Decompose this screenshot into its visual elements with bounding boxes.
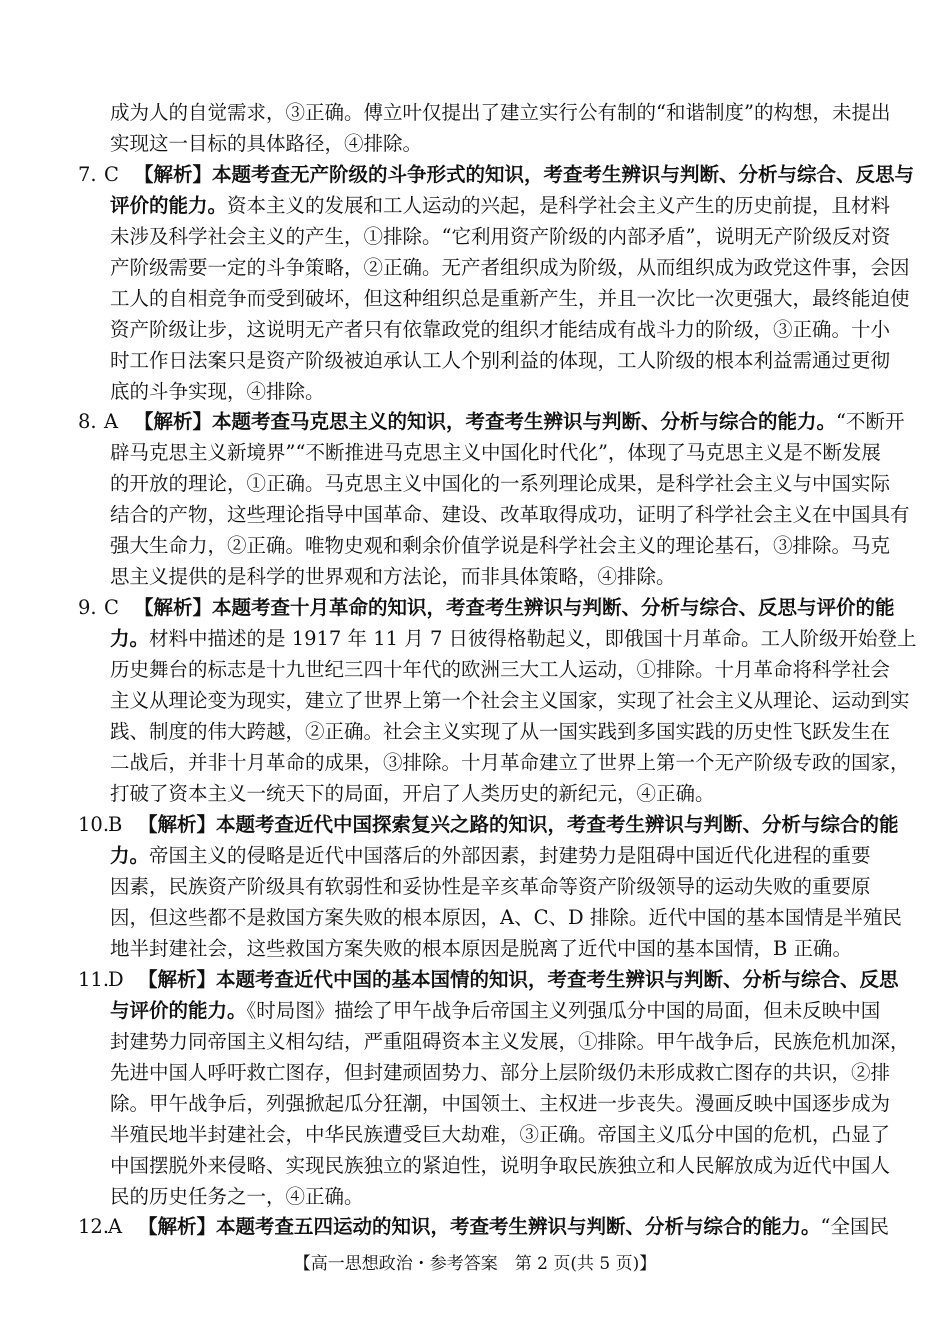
text-line: 工人的自相竞争而受到破坏，但这种组织总是重新产生，并且一次比一次更强大，最终能迫使 <box>110 287 910 310</box>
analysis-label: 【解析】 <box>138 1215 217 1238</box>
text-line: 实现这一目标的具体路径，④排除。 <box>110 132 423 155</box>
text-line: 半殖民地半封建社会，中华民族遭受巨大劫难，③正确。帝国主义瓜分中国的危机，凸显了 <box>110 1123 891 1146</box>
text-line: 践、制度的伟大跨越，②正确。社会主义实现了从一国实践到多国实践的历史性飞跃发生在 <box>110 720 891 743</box>
text-line: 结合的产物，这些理论指导中国革命、建设、改革取得成功，证明了科学社会主义在中国具有 <box>110 503 910 526</box>
text-line: 因，但这些都不是救国方案失败的根本原因，A、C、D 排除。近代中国的基本国情是半殖民 <box>110 906 902 929</box>
text-line: 帝国主义的侵略是近代中国落后的外部因素，封建势力是阻碍中国近代化进程的重要 <box>149 844 871 867</box>
analysis-label: 【解析】 <box>134 163 213 186</box>
text-line: 历史舞台的标志是十九世纪三四十年代的欧洲三大工人运动，①排除。十月革命将科学社会 <box>110 658 891 681</box>
item-answer: A <box>104 410 119 433</box>
text-fragment: “不断开 <box>836 410 905 433</box>
analysis-summary: 本题考查近代中国探索复兴之路的知识，考查考生辨识与判断、分析与综合的能 <box>216 813 899 836</box>
text-line: 强大生命力，②正确。唯物史观和剩余价值学说是科学社会主义的理论基石，③排除。马克 <box>110 534 891 557</box>
analysis-summary-end: 力。 <box>110 844 150 867</box>
item-answer: D <box>108 968 124 991</box>
item-answer: B <box>108 813 123 836</box>
analysis-label: 【解析】 <box>134 596 213 619</box>
intro-continuation <box>110 97 891 159</box>
text-line: 辟马克思主义新境界”“不断推进马克思主义中国化时代化”，体现了马克思主义是不断发展 <box>110 441 881 464</box>
analysis-summary-end: 力。 <box>110 627 150 650</box>
text-line: 主义从理论变为现实，建立了世界上第一个社会主义国家，实现了社会主义从理论、运动到实 <box>110 689 910 712</box>
answer-item-12 <box>78 1211 890 1242</box>
answer-item-8 <box>78 406 910 592</box>
text-line: 底的斗争实现，④排除。 <box>110 380 325 403</box>
item-number: 11. <box>78 968 110 991</box>
analysis-summary: 本题考查马克思主义的知识，考查考生辨识与判断、分析与综合的能力。 <box>212 410 837 433</box>
item-answer: A <box>108 1215 123 1238</box>
text-line: 的开放的理论，①正确。马克思主义中国化的一系列理论成果，是科学社会主义与中国实际 <box>110 472 891 495</box>
page-footer: 【高一思想政治・参考答案 第 2 页(共 5 页)】 <box>293 1254 657 1274</box>
text-line: 除。甲午战争后，列强掀起瓜分狂潮，中国领土、主权进一步丧失。漫画反映中国逐步成为 <box>110 1092 891 1115</box>
answer-item-9 <box>78 592 917 809</box>
text-line: 中国摆脱外来侵略、实现民族独立的紧迫性，说明争取民族独立和人民解放成为近代中国人 <box>110 1154 891 1177</box>
text-line: 二战后，并非十月革命的成果，③排除。十月革命建立了世界上第一个无产阶级专政的国家， <box>110 751 910 774</box>
item-answer: C <box>104 596 119 619</box>
item-number: 8. <box>78 410 97 433</box>
text-line: 民的历史任务之一，④正确。 <box>110 1185 364 1208</box>
text-line: 成为人的自觉需求，③正确。傅立叶仅提出了建立实行公有制的“和谐制度”的构想，未提出 <box>110 101 891 124</box>
analysis-summary-end: 与评价的能力。 <box>110 999 247 1022</box>
analysis-summary-end: 评价的能力。 <box>110 194 228 217</box>
analysis-label: 【解析】 <box>138 968 217 991</box>
analysis-summary: 本题考查无产阶级的斗争形式的知识，考查考生辨识与判断、分析与综合、反思与 <box>212 163 915 186</box>
text-line: 思主义提供的是科学的世界观和方法论，而非具体策略，④排除。 <box>110 565 676 588</box>
text-line: 材料中描述的是 1917 年 11 月 7 日彼得格勒起义，即俄国十月革命。工人阶级开始登上 <box>149 627 917 650</box>
answer-item-10 <box>78 809 902 964</box>
analysis-label: 【解析】 <box>134 410 213 433</box>
answer-item-11 <box>78 964 910 1212</box>
text-line: 地半封建社会，这些救国方案失败的根本原因是脱离了近代中国的基本国情，B 正确。 <box>110 937 853 960</box>
item-number: 9. <box>78 596 97 619</box>
text-line: 时工作日法案只是资产阶级被迫承认工人个别利益的体现，工人阶级的根本利益需通过更彻 <box>110 349 891 372</box>
text-line: 打破了资本主义一统天下的局面，开启了人类历史的新纪元，④正确。 <box>110 782 715 805</box>
analysis-summary: 本题考查十月革命的知识，考查考生辨识与判断、分析与综合、反思与评价的能 <box>212 596 895 619</box>
text-line: 封建势力同帝国主义相勾结，严重阻碍资本主义发展，①排除。甲午战争后，民族危机加深， <box>110 1030 910 1053</box>
analysis-summary: 本题考查近代中国的基本国情的知识，考查考生辨识与判断、分析与综合、反思 <box>216 968 899 991</box>
text-line: 未涉及科学社会主义的产生，①排除。“它利用资产阶级的内部矛盾”，说明无产阶级反对资 <box>110 225 891 248</box>
text-line: 资产阶级让步，这说明无产者只有依靠政党的组织才能结成有战斗力的阶级，③正确。十小 <box>110 318 891 341</box>
item-number: 7. <box>78 163 97 186</box>
text-line: 因素，民族资产阶级具有软弱性和妥协性是辛亥革命等资产阶级领导的运动失败的重要原 <box>110 875 871 898</box>
text-line: 产阶级需要一定的斗争策略，②正确。无产者组织成为阶级，从而组织成为政党这件事，会因 <box>110 256 910 279</box>
analysis-summary: 本题考查五四运动的知识，考查考生辨识与判断、分析与综合的能力。 <box>216 1215 821 1238</box>
text-fragment: “全国民 <box>820 1215 890 1238</box>
text-line: 先进中国人呼吁救亡图存，但封建顽固势力、部分上层阶级仍未形成救亡图存的共识，②排 <box>110 1061 891 1084</box>
item-number: 10. <box>78 813 110 836</box>
item-answer: C <box>104 163 119 186</box>
item-number: 12. <box>78 1215 110 1238</box>
analysis-label: 【解析】 <box>138 813 217 836</box>
answer-item-7 <box>78 159 915 407</box>
text-line: 资本主义的发展和工人运动的兴起，是科学社会主义产生的历史前提，且材料 <box>227 194 891 217</box>
text-line: 《时局图》描绘了甲午战争后帝国主义列强瓜分中国的局面，但未反映中国 <box>246 999 881 1022</box>
